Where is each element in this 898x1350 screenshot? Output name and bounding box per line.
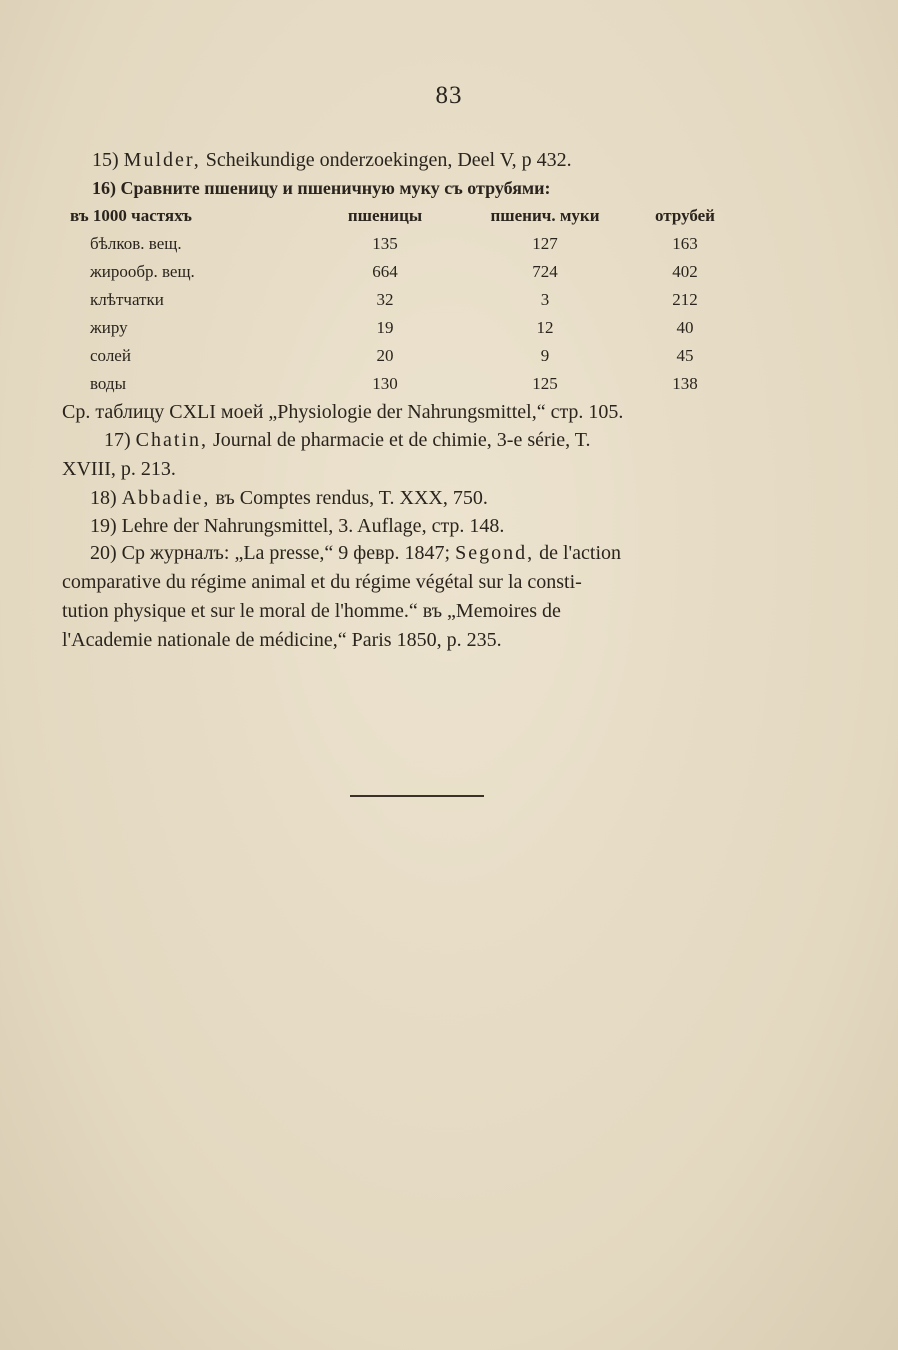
table-cell: 3 [540,290,550,309]
footnote-17-line [90,426,770,455]
table-cell: 32 [376,290,394,309]
table-header-row [70,202,730,230]
footnote-15-author: Mulder, [123,149,201,171]
footnote-15-text: Scheikundige onderzoekingen, Deel V, p 432. [205,149,572,171]
footnote-19: 19) Lehre der Nahrungsmittel, 3. Auflage, стр. 148. [90,515,505,537]
table-cell: 130 [372,374,398,393]
table-cell: 40 [676,318,694,337]
nutrient-table [70,202,730,398]
table-cell: 664 [372,262,398,281]
footnote-20-line-2: comparative du régime animal et du régime végétal sur la consti- [62,571,582,593]
table-note: Ср. таблицу CXLI моей „Physiologie der Nahrungsmittel,“ стр. 105. [62,401,624,423]
table-cell: 9 [540,346,550,365]
table-cell: 127 [532,234,558,253]
table-cell: 12 [536,318,554,337]
table-cell: 45 [676,346,694,365]
table-cell-label: воды [90,374,126,393]
table-cell: 402 [672,262,698,281]
table-cell-label: жирообр. вещ. [90,262,195,281]
footnote-20-author: Segond, [455,542,535,564]
table-row [70,286,730,314]
footnote-20 [62,539,772,655]
footnote-18-author: Abbadie, [121,487,211,509]
footnote-20-line-1 [62,539,772,568]
table-cell-label: бѣлков. вещ. [90,234,182,253]
table-cell: 135 [372,234,398,253]
table-cell: 724 [532,262,558,281]
table-cell: 125 [532,374,558,393]
table-row [70,230,730,258]
table-header-cell: отрубей [655,206,715,225]
table-row [70,258,730,286]
table-cell-label: солей [90,346,131,365]
table-cell: 138 [672,374,698,393]
footnote-18-text: въ Comptes rendus, T. XXX, 750. [215,487,488,509]
footnote-17-author: Chatin, [135,429,209,451]
table-cell: 212 [672,290,698,309]
footnote-18 [90,484,488,512]
footnote-18-number: 18) [90,487,117,509]
table-cell: 19 [376,318,394,337]
table-cell-label: жиру [90,318,128,337]
section-divider-rule [350,795,484,797]
table-header-cell: пшеницы [347,206,423,225]
footnote-17-line-2: XVIII, p. 213. [62,458,176,480]
footnote-20-line-4: l'Academie nationale de médicine,“ Paris 1850, p. 235. [62,629,502,651]
table-cell-label: клѣтчатки [90,290,164,309]
footnote-17-text: Journal de pharmacie et de chimie, 3-e série, T. [213,429,591,451]
footnote-17-number: 17) [104,429,131,451]
table-cell: 20 [376,346,394,365]
footnote-15-number: 15) [92,149,119,171]
footnote-17 [62,426,770,484]
footnote-16-intro: 16) Сравните пшеницу и пшеничную муку съ отрубями: [92,178,551,198]
table-header-cell: пшенич. муки [490,206,600,225]
table-row [70,342,730,370]
table-header-cell: въ 1000 частяхъ [70,206,192,225]
table-row [70,314,730,342]
page-number: 83 [435,82,463,109]
footnote-15 [92,146,572,174]
footnote-20-line-3: tution physique et sur le moral de l'homme.“ въ „Memoires de [62,600,561,622]
table-row [70,370,730,398]
footnote-20-prefix: 20) Ср журналъ: „La presse,“ 9 февр. 1847; [90,542,451,564]
footnote-20-suffix: de l'action [539,542,622,564]
table-cell: 163 [672,234,698,253]
